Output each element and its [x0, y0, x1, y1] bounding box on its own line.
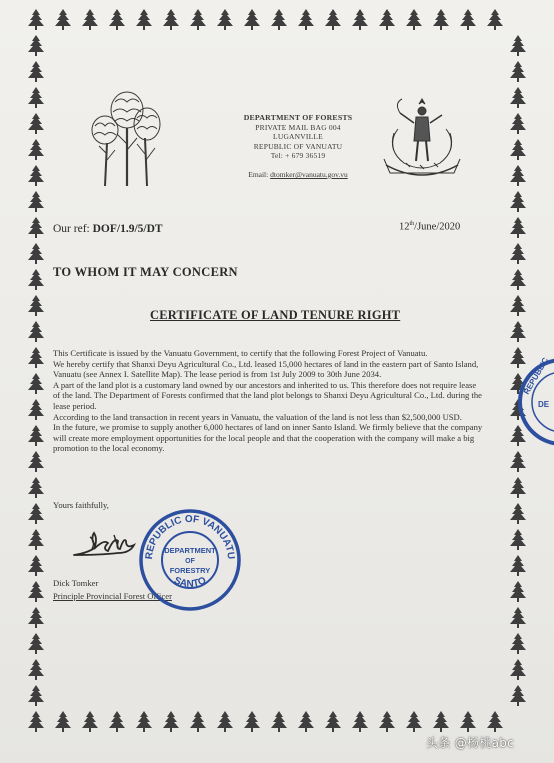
- border-tree-icon: [510, 659, 526, 680]
- border-tree-icon: [510, 87, 526, 108]
- border-tree-icon: [55, 9, 71, 30]
- border-tree-icon: [352, 9, 368, 30]
- edge-stamp: [512, 355, 554, 450]
- stamp-ring-top: REPUBLIC OF VANUATU: [143, 513, 237, 560]
- border-tree-icon: [217, 711, 233, 732]
- border-tree-icon: [510, 35, 526, 56]
- letter-date: [399, 221, 460, 233]
- email-line: [223, 170, 373, 179]
- stamp-line1: DEPARTMENT: [164, 546, 216, 555]
- certificate-body: [53, 348, 483, 454]
- border-tree-icon: [460, 9, 476, 30]
- border-tree-icon: [298, 9, 314, 30]
- border-tree-icon: [28, 685, 44, 706]
- city: LUGANVILLE: [273, 132, 323, 142]
- border-tree-icon: [28, 217, 44, 238]
- border-tree-icon: [28, 581, 44, 602]
- border-tree-icon: [510, 555, 526, 576]
- svg-text:SANTO: [172, 575, 208, 590]
- border-tree-icon: [298, 711, 314, 732]
- border-tree-icon: [28, 9, 44, 30]
- border-tree-icon: [28, 555, 44, 576]
- border-tree-icon: [510, 451, 526, 472]
- border-tree-icon: [325, 9, 341, 30]
- border-tree-icon: [28, 243, 44, 264]
- border-tree-icon: [28, 61, 44, 82]
- border-tree-icon: [510, 529, 526, 550]
- border-tree-icon: [136, 9, 152, 30]
- border-tree-icon: [28, 399, 44, 420]
- border-tree-icon: [28, 347, 44, 368]
- paragraph-1b: We hereby certify that Shanxi Deyu Agricultural Co., Ltd. leased 15,000 hectares of land in the eastern part of Santo Island, Vanuatu (see Annex I. Satellite Map). The lease period is from 1st July 2009 to 30th June 2034.: [53, 358, 479, 380]
- border-tree-icon: [510, 139, 526, 160]
- date-rest: /June/2020: [414, 221, 461, 233]
- department-stamp: [138, 508, 242, 612]
- border-tree-icon: [510, 243, 526, 264]
- border-tree-icon: [28, 711, 44, 732]
- stamp-line2: OF: [185, 558, 195, 565]
- forest-trees-logo: [85, 88, 170, 188]
- reference-label: Our ref:: [53, 223, 90, 235]
- email-label: Email:: [248, 170, 269, 179]
- border-tree-icon: [510, 477, 526, 498]
- mail-bag: PRIVATE MAIL BAG 004: [255, 122, 341, 132]
- border-tree-icon: [510, 113, 526, 134]
- border-tree-icon: [244, 711, 260, 732]
- border-tree-icon: [163, 711, 179, 732]
- border-tree-icon: [406, 711, 422, 732]
- signer-title: Principle Provincial Forest Officer: [53, 591, 172, 601]
- republic: REPUBLIC OF VANUATU: [253, 141, 343, 151]
- border-tree-icon: [460, 711, 476, 732]
- edge-stamp-text2: DE: [538, 400, 550, 409]
- signer-name: Dick Tomker: [53, 578, 99, 588]
- border-tree-icon: [433, 9, 449, 30]
- border-tree-icon: [28, 659, 44, 680]
- border-tree-icon: [28, 113, 44, 134]
- border-tree-icon: [433, 711, 449, 732]
- border-tree-icon: [510, 503, 526, 524]
- paragraph-1a: This Certificate is issued by the Vanuatu Government, to certify that the following Forest Project of Vanuatu.: [53, 348, 428, 358]
- department-name: DEPARTMENT OF FORESTS: [243, 113, 353, 122]
- border-tree-icon: [28, 451, 44, 472]
- border-tree-icon: [28, 477, 44, 498]
- border-tree-icon: [82, 711, 98, 732]
- border-tree-icon: [28, 321, 44, 342]
- border-tree-icon: [28, 295, 44, 316]
- border-tree-icon: [190, 9, 206, 30]
- date-suffix: th: [409, 221, 415, 227]
- date-day: 12: [399, 221, 410, 233]
- salutation: TO WHOM IT MAY CONCERN: [53, 265, 238, 279]
- stamp-ring-bottom: SANTO: [172, 575, 208, 590]
- border-tree-icon: [136, 711, 152, 732]
- border-tree-icon: [109, 711, 125, 732]
- border-tree-icon: [379, 711, 395, 732]
- border-tree-icon: [28, 529, 44, 550]
- border-tree-icon: [109, 9, 125, 30]
- border-tree-icon: [325, 711, 341, 732]
- border-tree-icon: [28, 165, 44, 186]
- border-tree-icon: [28, 373, 44, 394]
- border-tree-icon: [28, 503, 44, 524]
- border-tree-icon: [190, 711, 206, 732]
- border-tree-icon: [406, 9, 422, 30]
- paragraph-2: A part of the land plot is a customary land owned by our ancestors and inherited to us. This therefore does not require lease of the land. The Department of Forests confirmed that the land plot belongs to Shanxi Deyu Agricultural Co., Ltd. during the lease period.: [53, 379, 482, 411]
- border-tree-icon: [487, 711, 503, 732]
- border-tree-icon: [510, 607, 526, 628]
- border-tree-icon: [510, 269, 526, 290]
- border-tree-icon: [28, 425, 44, 446]
- border-tree-icon: [28, 191, 44, 212]
- border-tree-icon: [82, 9, 98, 30]
- border-tree-icon: [28, 87, 44, 108]
- border-tree-icon: [28, 35, 44, 56]
- border-tree-icon: [510, 633, 526, 654]
- telephone: Tel: + 679 36519: [270, 151, 326, 161]
- border-tree-icon: [163, 9, 179, 30]
- letterhead: [223, 113, 373, 161]
- certificate-title: CERTIFICATE OF LAND TENURE RIGHT: [150, 308, 401, 322]
- border-tree-icon: [510, 295, 526, 316]
- border-tree-icon: [28, 269, 44, 290]
- closing: Yours faithfully,: [53, 500, 109, 510]
- coat-of-arms-emblem: [380, 93, 465, 188]
- email-address[interactable]: dtomker@vanuatu.gov.vu: [270, 170, 348, 179]
- border-tree-icon: [510, 321, 526, 342]
- reference-value: DOF/1.9/5/DT: [92, 223, 163, 235]
- border-tree-icon: [271, 711, 287, 732]
- border-tree-icon: [244, 9, 260, 30]
- border-tree-icon: [510, 61, 526, 82]
- border-tree-icon: [510, 581, 526, 602]
- border-tree-icon: [510, 217, 526, 238]
- border-tree-icon: [510, 685, 526, 706]
- border-tree-icon: [28, 633, 44, 654]
- edge-stamp-text1: REPUBLIC: [521, 356, 551, 396]
- border-tree-icon: [510, 191, 526, 212]
- border-tree-icon: [217, 9, 233, 30]
- border-tree-icon: [487, 9, 503, 30]
- border-tree-icon: [379, 9, 395, 30]
- border-tree-icon: [352, 711, 368, 732]
- border-tree-icon: [55, 711, 71, 732]
- border-tree-icon: [28, 607, 44, 628]
- border-tree-icon: [271, 9, 287, 30]
- border-tree-icon: [510, 165, 526, 186]
- stamp-line3: FORESTRY: [169, 566, 211, 575]
- signature: [70, 525, 145, 565]
- paragraph-4: In the future, we promise to supply another 6,000 hectares of land on inner Santo Island. We firmly believe that the company will create more employment opportunities for the local people and that the cooperation with the company will make a big promotion to the local economy.: [53, 422, 483, 454]
- watermark: 头条 @杨桃abc: [426, 736, 515, 750]
- paragraph-3: According to the land transaction in recent years in Vanuatu, the valuation of the land is not less than $2,500,000 USD.: [53, 411, 462, 422]
- border-tree-icon: [28, 139, 44, 160]
- reference-line: [53, 223, 163, 235]
